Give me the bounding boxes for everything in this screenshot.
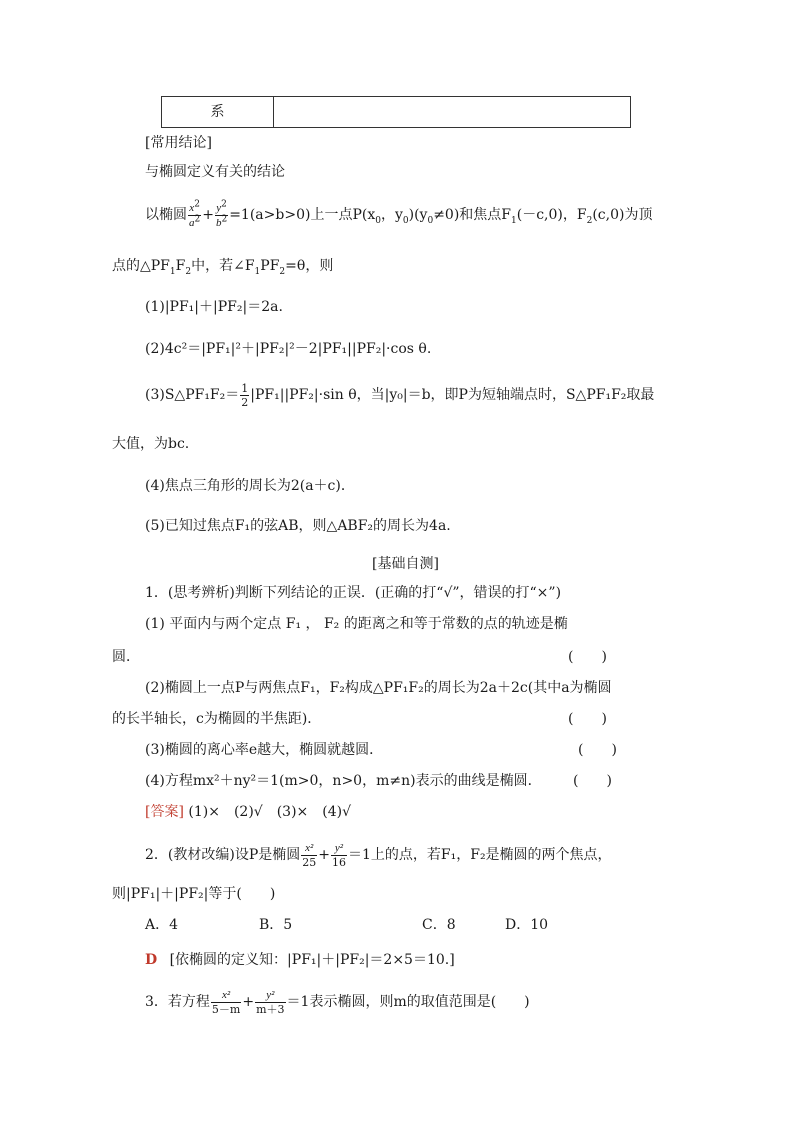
intro-text: 以椭圆 xyxy=(145,207,187,223)
conclusion-item-3-cont: 大值，为bc. xyxy=(112,436,190,452)
q1-statement-2-cont: 的长半轴长，c为椭圆的半焦距)． xyxy=(112,711,322,727)
fraction-y2-b2: $\frac{y^2}{b^2}$ xyxy=(215,198,228,229)
section-conclusion-heading: [常用结论] xyxy=(145,135,212,151)
q2-option-b: B．5 xyxy=(259,917,293,933)
intro-line-2: 点的$\triangle PF_1F_2$中，若$\angle F_1PF_2=\theta$，则 xyxy=(112,258,334,277)
q1-answer-blank-4: ( ) xyxy=(573,773,612,789)
q2-answer-explanation: [依椭圆的定义知：|PF₁|＋|PF₂|＝2×5＝10.] xyxy=(169,952,455,968)
q2-stem: 2．(教材改编)设P是椭圆 $\frac{\text{x²}}{25}$ + $\frac{\text{y²}}{16}$ ＝1上的点，若F₁，F₂是椭圆的两个焦点， xyxy=(145,842,612,869)
q1-answer-blank-3: ( ) xyxy=(578,742,617,758)
q1-statement-2: (2)椭圆上一点P与两焦点F₁，F₂构成△PF₁F₂的周长为2a＋2c(其中a为椭圆 xyxy=(145,680,612,696)
q2-option-a: A．4 xyxy=(145,917,179,933)
q1-statement-3: (3)椭圆的离心率e越大，椭圆就越圆． xyxy=(145,742,384,758)
fraction-x2-25: $\frac{\text{x²}}{25}$ xyxy=(302,842,317,869)
section-test-heading: [基础自测] xyxy=(372,556,439,572)
q1-statement-1: (1) 平面内与两个定点 F₁ ， F₂ 的距离之和等于常数的点的轨迹是椭 xyxy=(145,616,568,632)
answer-text: (1)× (2)√ (3)× (4)√ xyxy=(188,804,352,820)
q1-statement-1-cont: 圆． xyxy=(112,649,140,665)
fraction-y2-16: $\frac{\text{y²}}{16}$ xyxy=(332,842,346,869)
q3-stem: 3．若方程 $\frac{\text{x²}}{5-m}$ + $\frac{\text{y²}}{m+3}$ ＝1表示椭圆，则m的取值范围是( ) xyxy=(145,989,530,1016)
q2-stem-cont: 则|PF₁|＋|PF₂|等于( ) xyxy=(112,886,276,902)
conclusion-title: 与椭圆定义有关的结论 xyxy=(145,164,285,180)
q1-answer xyxy=(145,803,351,821)
table-cell-left: 系 xyxy=(162,97,274,127)
conclusion-item-2: (2)4c²＝|PF₁|²＋|PF₂|²－2|PF₁||PF₂|·cos θ. xyxy=(145,341,432,357)
intro-line-1: 以椭圆 $\frac{x^2}{a^2}$ + $\frac{y^2}{b^2}$ =1(a>b>0)上一点$P(x_0$，$y_0)(y_0\ne 0)$和焦点$F_1(-c,0)$，$F_2(c,0)$为顶 xyxy=(145,198,653,229)
q2-answer-letter: D xyxy=(145,952,158,968)
q1-stem: 1．(思考辨析)判断下列结论的正误．(正确的打“√”，错误的打“×”) xyxy=(145,585,562,601)
q1-statement-4: (4)方程mx²＋ny²＝1(m>0，n>0，m≠n)表示的曲线是椭圆． xyxy=(145,773,542,789)
fraction-x2-5-m: $\frac{\text{x²}}{5-m}$ xyxy=(211,989,241,1016)
fraction-one-half: $\frac{1}{2}$ xyxy=(241,381,249,409)
conclusion-item-1: (1)|PF₁|＋|PF₂|＝2a. xyxy=(145,299,283,315)
conclusion-item-5: (5)已知过焦点F₁的弦AB，则△ABF₂的周长为4a. xyxy=(145,518,451,534)
fraction-y2-m-3: $\frac{\text{y²}}{m+3}$ xyxy=(256,989,285,1016)
q1-answer-blank-1: ( ) xyxy=(568,649,607,665)
q1-answer-blank-2: ( ) xyxy=(568,711,607,727)
answer-label: [答案] xyxy=(145,804,184,820)
top-table xyxy=(161,96,631,128)
q2-answer xyxy=(145,951,455,969)
q2-option-d: D．10 xyxy=(505,917,549,933)
fraction-x2-a2: $\frac{x^2}{a^2}$ xyxy=(189,198,201,229)
conclusion-item-3: (3)S△PF₁F₂＝ $\frac{1}{2}$ |PF₁||PF₂|·sin θ，当|y₀|＝b，即P为短轴端点时，S△PF₁F₂取最 xyxy=(145,381,655,409)
q2-option-c: C．8 xyxy=(422,917,456,933)
conclusion-item-4: (4)焦点三角形的周长为2(a＋c)． xyxy=(145,478,355,494)
